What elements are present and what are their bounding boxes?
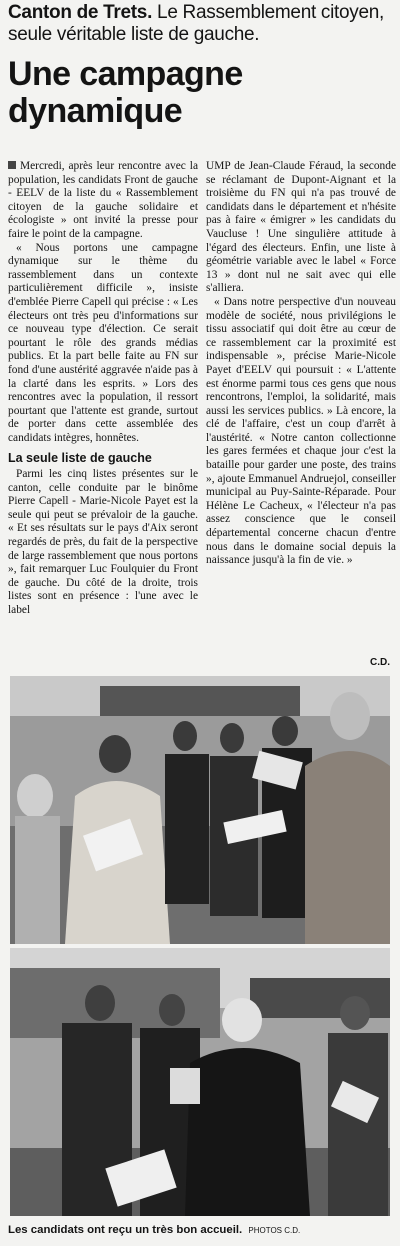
photo-illustration [10, 948, 390, 1216]
kicker [8, 2, 396, 46]
paragraph: UMP de Jean-Claude Féraud, la seconde se réclamant de Dupont-Aignant et la troisième du FN qui n'a pas trouvé de candidats dans le département et n'hésite pas à faire « émigrer » les candidats du Vaucluse ! Une singulière attitude à l'égard des électeurs. Enfin, une liste à géométrie variable avec le label « Force 13 » dont nul ne sait avec qui elle s'alliera. [206, 160, 396, 295]
bullet-square-icon [8, 161, 16, 169]
paragraph: Mercredi, après leur rencontre avec la population, les candidats Front de gauche - EELV de la liste du « Rassemblement citoyen de la gauche solidaire et écologiste » ont invité la presse pour faire le point de la campagne. [8, 160, 198, 240]
photo-credit: PHOTOS C.D. [248, 1226, 301, 1235]
kicker-text: Le Rassemblement citoyen, seule véritable liste de gauche. [8, 2, 384, 45]
photo-candidates-street [10, 948, 390, 1216]
paragraph: Parmi les cinq listes présentes sur le canton, celle conduite par le binôme Pierre Capell - Marie-Nicole Payet est la seule qui peut se prévaloir de la gauche. « Et ses résultats sur le pays d'Aix seront regardés de près, du fait de la perspective de large rassemblement que nous portons », fait remarquer Luc Foulquier du Front de gauche. Du côté de la droite, trois listes sont en présence : l'une avec le label [8, 468, 198, 616]
kicker-place: Canton de Trets. [8, 2, 153, 23]
subheading: La seule liste de gauche [8, 451, 152, 466]
paragraph: « Dans notre perspective d'un nouveau modèle de société, nous privilégions le tissu associatif qui doit être au cœur de ce rassemblement car la proximité est indispensable », précise Marie-Nicole Payet d'EELV qui poursuit : « L'attente est énorme parmi tous ces gens que nous rencontrons, l'emploi, la solidarité, mais aussi les services publics. » Là encore, la clé de l'affaire, c'est un coup d'arrêt à l'austérité. « Notre canton collectionne les gares fermées et chaque jour c'est la bataille pour garder une poste, des trains », ajoute Emmanuel Andruejol, conseiller municipal au Puy-Sainte-Réparade. Pour Hélène Le Cacheux, « l'électeur n'a pas assez conscience que le conseil départemental concerne chacun d'entre nous dans le domaine social depuis la naissance jusqu'à la fin de vie. » [206, 295, 396, 567]
photo-market-campaign [10, 676, 390, 944]
photo-illustration [10, 676, 390, 944]
photo-caption [8, 1224, 398, 1236]
article-column-2 [206, 160, 396, 568]
article-column-1 [8, 160, 198, 618]
author-signature: C.D. [370, 657, 390, 668]
headline: Une campagne dynamique [8, 55, 243, 130]
paragraph: « Nous portons une campagne dynamique sur le thème du rassemblement dans un contexte particulièrement difficile », insiste d'emblée Pierre Capell qui précise : « Les électeurs ont très peu d'informations sur ce nouveau type d'élection. Ce serait pourtant le rôle des grands médias publics. Et la part belle faite au FN sur fond d'une austérité aggravée n'aide pas à la clarté dans les esprits. » Lors des rencontres avec la population, il ressort pourtant que l'attente est grande, surtout de porter dans cette assemblée des candidats intègres, honnêtes. [8, 241, 198, 444]
caption-text: Les candidats ont reçu un très bon accueil. [8, 1224, 243, 1236]
